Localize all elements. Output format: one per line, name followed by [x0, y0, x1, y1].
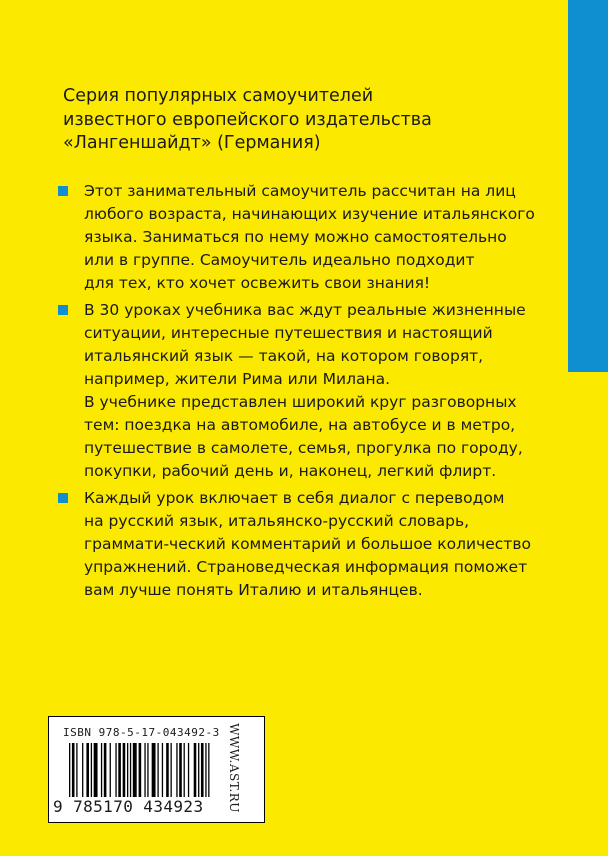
paragraph-line: например, жители Рима или Милана. [84, 370, 391, 388]
paragraph-line: на русский язык, итальянско-русский словарь, [84, 512, 470, 530]
paragraph-line: языка. Заниматься по нему можно самостоятельно [84, 228, 507, 246]
publisher-website: WWW.AST.RU [227, 723, 241, 813]
paragraph-line: тем: поездка на автомобиле, на автобусе и в метро, [84, 416, 516, 434]
square-bullet-icon [58, 493, 68, 503]
bullet-paragraph-2 [58, 299, 528, 483]
paragraph-line: Каждый урок включает в себя диалог с переводом [84, 489, 505, 507]
intro-line: известного европейского издательства [63, 109, 432, 130]
paragraph-line: ситуации, интересные путешествия и настоящий [84, 324, 493, 342]
paragraph-line: Этот занимательный самоучитель рассчитан на лиц [84, 182, 516, 200]
paragraph-line: В 30 уроках учебника вас ждут реальные жизненные [84, 301, 526, 319]
paragraph-line: граммати-ческий комментарий и большое количество [84, 535, 531, 553]
barcode-bars-icon [69, 743, 251, 797]
bullet-paragraph-3 [58, 487, 531, 602]
paragraph-line: итальянский язык — такой, на котором говорят, [84, 347, 484, 365]
series-description [63, 85, 533, 156]
side-color-stripe [568, 0, 608, 372]
intro-line: «Лангеншайдт» (Германия) [63, 133, 321, 153]
paragraph-line: покупки, рабочий день и, наконец, легкий флирт. [84, 462, 497, 480]
ean-digits: 9 785170 434923 [53, 797, 204, 816]
square-bullet-icon [58, 186, 68, 196]
paragraph-line: путешествие в самолете, семья, прогулка по городу, [84, 439, 523, 457]
paragraph-line: В учебнике представлен широкий круг разговорных [84, 393, 517, 411]
intro-line: Серия популярных самоучителей [63, 86, 374, 106]
square-bullet-icon [58, 305, 68, 315]
paragraph-line: вам лучше понять Италию и итальянцев. [84, 581, 423, 599]
paragraph-line: или в группе. Самоучитель идеально подходит [84, 251, 475, 269]
paragraph-line: упражнений. Страноведческая информация поможет [84, 558, 528, 576]
bullet-paragraph-1 [58, 180, 535, 295]
paragraph-line: для тех, кто хочет освежить свои знания! [84, 274, 431, 292]
isbn-number: ISBN 978-5-17-043492-3 [63, 726, 220, 739]
paragraph-line: любого возраста, начинающих изучение итальянского [84, 205, 535, 223]
